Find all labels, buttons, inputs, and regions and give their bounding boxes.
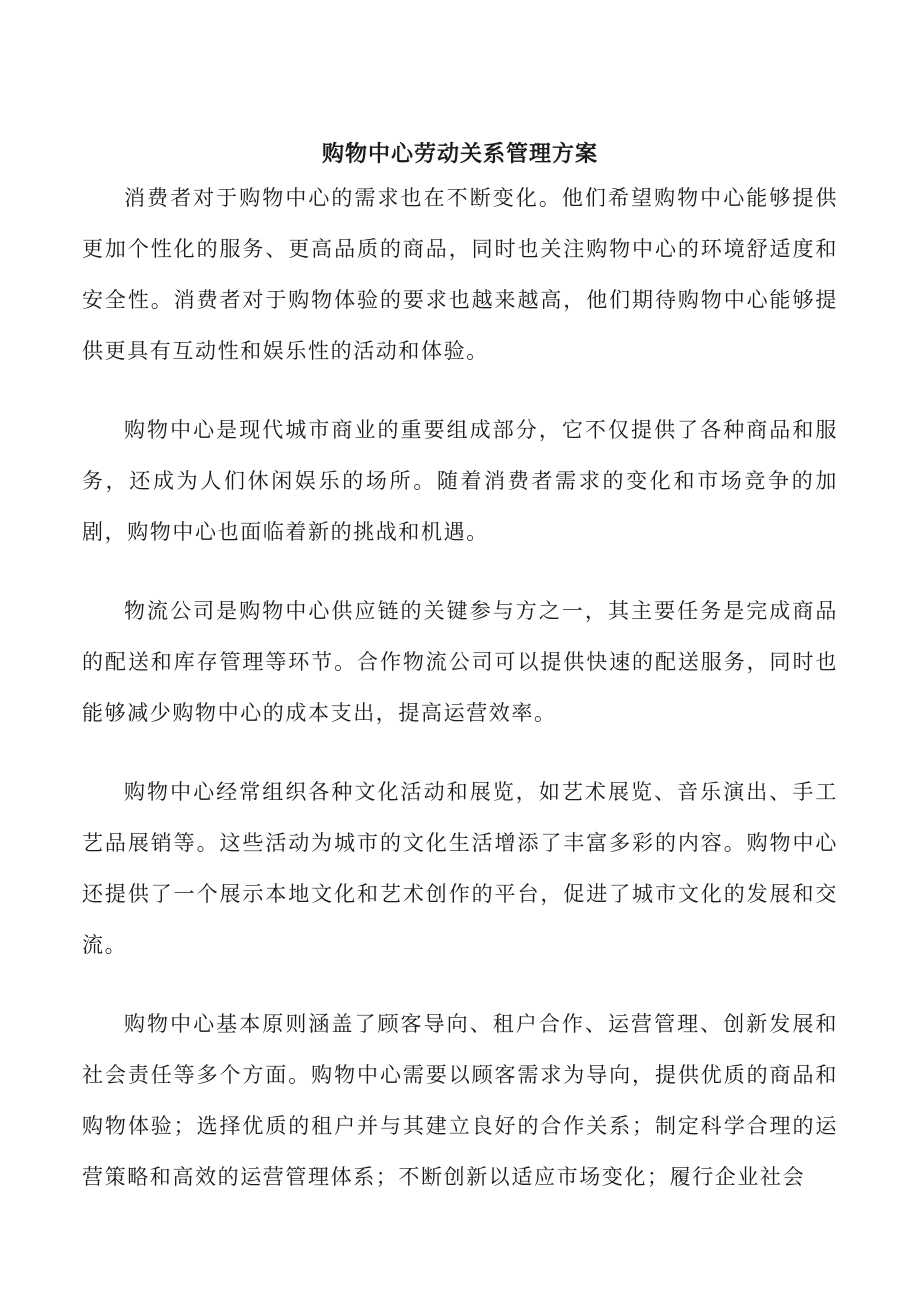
paragraph-modern-commerce: 购物中心是现代城市商业的重要组成部分，它不仅提供了各种商品和服务，还成为人们休闲娱乐的场所。随着消费者需求的变化和市场竞争的加剧，购物中心也面临着新的挑战和机遇。 — [82, 418, 838, 544]
document-body — [82, 173, 838, 1203]
paragraph-consumer-demand: 消费者对于购物中心的需求也在不断变化。他们希望购物中心能够提供更加个性化的服务、更高品质的商品，同时也关注购物中心的环境舒适度和安全性。消费者对于购物体验的要求也越来越高，他们期待购物中心能够提供更具有互动性和娱乐性的活动和体验。 — [82, 186, 838, 363]
paragraph-cultural-activities: 购物中心经常组织各种文化活动和展览，如艺术展览、音乐演出、手工艺品展销等。这些活动为城市的文化生活增添了丰富多彩的内容。购物中心还提供了一个展示本地文化和艺术创作的平台，促进了城市文化的发展和交流。 — [82, 780, 838, 957]
paragraph-basic-principles: 购物中心基本原则涵盖了顾客导向、租户合作、运营管理、创新发展和社会责任等多个方面。购物中心需要以顾客需求为导向，提供优质的商品和购物体验；选择优质的租户并与其建立良好的合作关系；制定科学合理的运营策略和高效的运营管理体系；不断创新以适应市场变化；履行企业社会 — [82, 1012, 838, 1189]
paragraph-logistics: 物流公司是购物中心供应链的关键参与方之一，其主要任务是完成商品的配送和库存管理等环节。合作物流公司可以提供快速的配送服务，同时也能够减少购物中心的成本支出，提高运营效率。 — [82, 599, 838, 725]
document-title: 购物中心劳动关系管理方案 — [321, 141, 598, 167]
